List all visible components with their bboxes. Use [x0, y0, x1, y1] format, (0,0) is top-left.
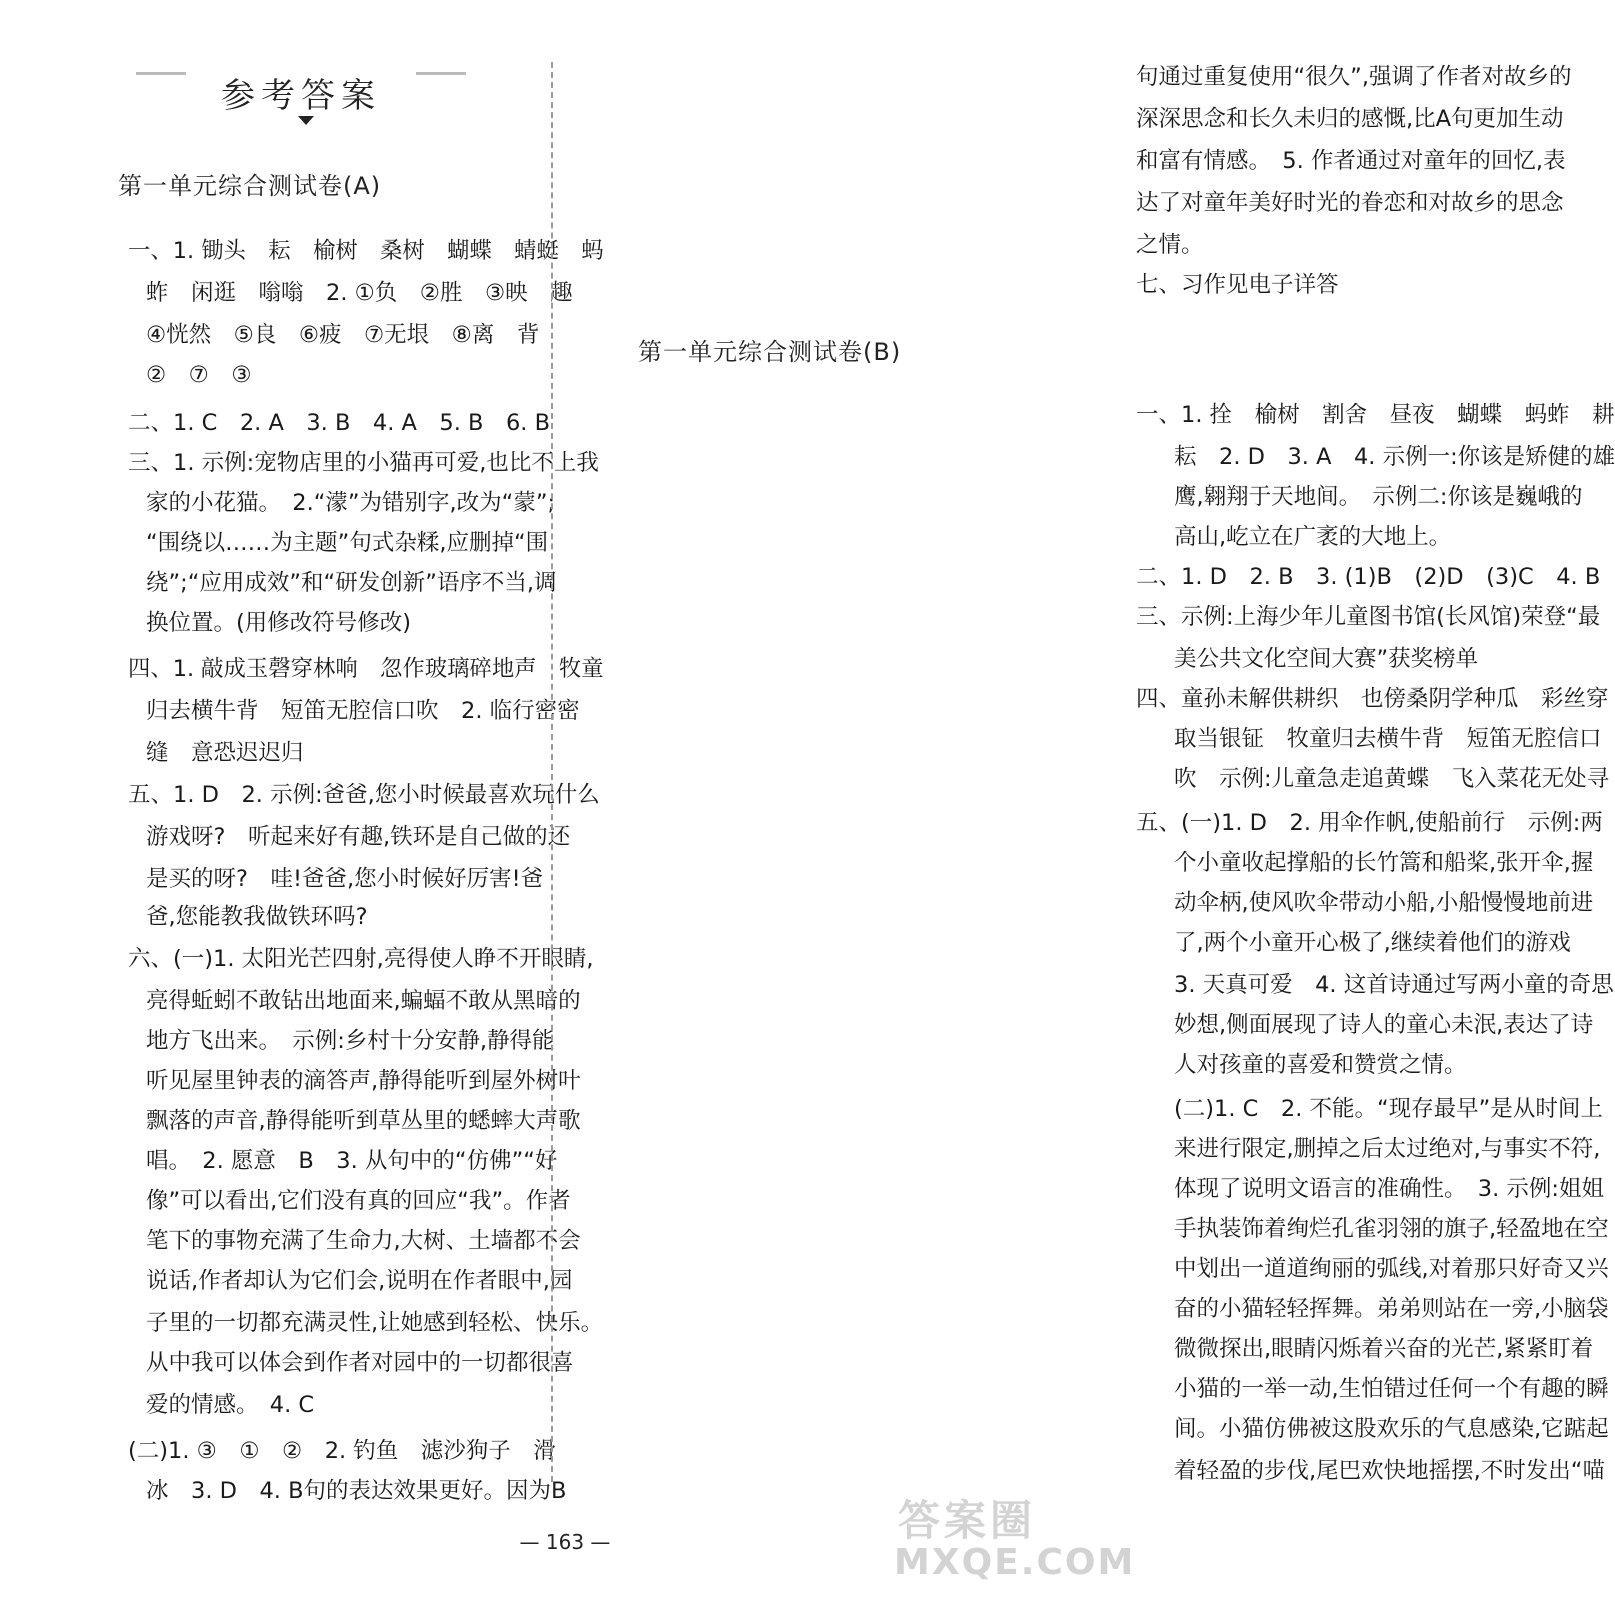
answer-line: 六、(一)1. 太阳光芒四射,亮得使人睁不开眼睛,: [128, 946, 594, 972]
answer-line: 手执装饰着绚烂孔雀羽翎的旗子,轻盈地在空: [1174, 1216, 1609, 1242]
answer-line: 微微探出,眼睛闪烁着兴奋的光芒,紧紧盯着: [1174, 1336, 1594, 1362]
answer-line: 三、示例:上海少年儿童图书馆(长风馆)荣登“最: [1136, 604, 1601, 630]
answer-line: 归去横牛背 短笛无腔信口吹 2. 临行密密: [146, 698, 580, 724]
answer-line: 飘落的声音,静得能听到草丛里的蟋蟀大声歌: [146, 1108, 581, 1134]
answer-line: 笔下的事物充满了生命力,大树、土墙都不会: [146, 1228, 581, 1254]
answer-line: 吹 示例:儿童急走追黄蝶 飞入菜花无处寻: [1174, 766, 1610, 792]
answer-line: 动伞柄,使风吹伞带动小船,小船慢慢地前进: [1174, 890, 1594, 916]
answer-line: 家的小花猫。 2.“濛”为错别字,改为“蒙”;: [146, 490, 556, 516]
answer-line: 之情。: [1136, 232, 1204, 258]
answer-line: 地方飞出来。 示例:乡村十分安静,静得能: [146, 1028, 555, 1054]
answer-line: 美公共文化空间大赛”获奖榜单: [1174, 646, 1479, 672]
section-title-b: 第一单元综合测试卷(B): [638, 338, 902, 366]
answer-line: 个小童收起撑船的长竹篙和船桨,张开伞,握: [1174, 850, 1594, 876]
watermark-text: 答案圈: [898, 1496, 1037, 1545]
answer-line: 蚱 闲逛 嗡嗡 2. ①负 ②胜 ③映 趣: [146, 280, 573, 306]
answer-line: 体现了说明文语言的准确性。 3. 示例:姐姐: [1174, 1176, 1604, 1202]
answer-line: 中划出一道道绚丽的弧线,对着那只好奇又兴: [1174, 1256, 1609, 1282]
answer-line: 来进行限定,删掉之后太过绝对,与事实不符,: [1174, 1136, 1601, 1162]
answer-line: 爱的情感。 4. C: [146, 1392, 315, 1418]
answer-line: 七、习作见电子详答: [1136, 272, 1339, 298]
answer-line: 人对孩童的喜爱和赞赏之情。: [1174, 1052, 1467, 1078]
answer-line: 一、1. 拴 榆树 割舍 昼夜 蝴蝶 蚂蚱 耕: [1136, 402, 1615, 428]
answer-line: 五、(一)1. D 2. 用伞作帆,使船前行 示例:两: [1136, 810, 1603, 836]
answer-line: (二)1. C 2. 不能。“现存最早”是从时间上: [1174, 1096, 1603, 1122]
answer-line: 二、1. C 2. A 3. B 4. A 5. B 6. B: [128, 410, 551, 436]
answer-line: 换位置。(用修改符号修改): [146, 610, 412, 636]
section-title-a: 第一单元综合测试卷(A): [118, 172, 382, 200]
answer-line: 句通过重复使用“很久”,强调了作者对故乡的: [1136, 64, 1572, 90]
answer-line: 子里的一切都充满灵性,让她感到轻松、快乐。: [146, 1310, 604, 1336]
answer-line: 深深思念和长久未归的感慨,比A句更加生动: [1136, 106, 1564, 132]
answer-line: 取当银钲 牧童归去横牛背 短笛无腔信口: [1174, 726, 1602, 752]
watermark-url: MXQE.COM: [894, 1542, 1136, 1583]
triangle-down-icon: [298, 116, 314, 125]
answer-line: 亮得蚯蚓不敢钻出地面来,蝙蝠不敢从黑暗的: [146, 988, 581, 1014]
answer-line: 和富有情感。 5. 作者通过对童年的回忆,表: [1136, 148, 1566, 174]
page-number: — 163 —: [519, 1530, 611, 1554]
page-title: 参考答案: [221, 76, 381, 116]
answer-line: 三、1. 示例:宠物店里的小猫再可爱,也比不上我: [128, 450, 599, 476]
answer-line: 冰 3. D 4. B句的表达效果更好。因为B: [146, 1478, 567, 1504]
answer-line: 妙想,侧面展现了诗人的童心未泯,表达了诗: [1174, 1012, 1594, 1038]
answer-line: 耘 2. D 3. A 4. 示例一:你该是矫健的雄: [1174, 444, 1615, 470]
answer-line: 四、1. 敲成玉磬穿林响 忽作玻璃碎地声 牧童: [128, 656, 604, 682]
answer-line: 着轻盈的步伐,尾巴欢快地摇摆,不时发出“喵: [1174, 1458, 1605, 1484]
answer-line: 间。小猫仿佛被这股欢乐的气息感染,它踮起: [1174, 1416, 1609, 1442]
answer-line: 说话,作者却认为它们会,说明在作者眼中,园: [146, 1268, 573, 1294]
answer-line: 缝 意恐迟迟归: [146, 740, 304, 766]
column-divider: [551, 62, 553, 1482]
answer-line: 高山,屹立在广袤的大地上。: [1174, 524, 1452, 550]
answer-line: 奋的小猫轻轻挥舞。弟弟则站在一旁,小脑袋: [1174, 1296, 1609, 1322]
watermark-logo: [888, 1488, 1136, 1590]
answer-line: 二、1. D 2. B 3. (1)B (2)D (3)C 4. B: [1136, 564, 1601, 590]
answer-line: 五、1. D 2. 示例:爸爸,您小时候最喜欢玩什么: [128, 782, 600, 808]
answer-line: 了,两个小童开心极了,继续着他们的游戏: [1174, 930, 1571, 956]
answer-line: “围绕以……为主题”句式杂糅,应删掉“围: [146, 530, 549, 556]
answer-line: 鹰,翱翔于天地间。 示例二:你该是巍峨的: [1174, 484, 1583, 510]
header-banner: [136, 62, 466, 132]
answer-line: 一、1. 锄头 耘 榆树 桑树 蝴蝶 蜻蜓 蚂: [128, 238, 604, 264]
answer-line: 四、童孙未解供耕织 也傍桑阴学种瓜 彩丝穿: [1136, 686, 1609, 712]
answer-line: 爸,您能教我做铁环吗?: [146, 904, 368, 930]
answer-line: 3. 天真可爱 4. 这首诗通过写两小童的奇思: [1174, 972, 1614, 998]
answer-line: 小猫的一举一动,生怕错过任何一个有趣的瞬: [1174, 1376, 1609, 1402]
answer-line: 听见屋里钟表的滴答声,静得能听到屋外树叶: [146, 1068, 581, 1094]
answer-line: 像”可以看出,它们没有真的回应“我”。作者: [146, 1188, 571, 1214]
answer-line: 达了对童年美好时光的眷恋和对故乡的思念: [1136, 190, 1564, 216]
answer-line: (二)1. ③ ① ② 2. 钓鱼 滤沙狗子 滑: [128, 1438, 556, 1464]
answer-line: 绕”;“应用成效”和“研发创新”语序不当,调: [146, 570, 557, 596]
answer-line: ④恍然 ⑤良 ⑥疲 ⑦无垠 ⑧离 背: [146, 322, 540, 348]
answer-line: ② ⑦ ③: [146, 362, 252, 388]
answer-line: 游戏呀? 听起来好有趣,铁环是自己做的还: [146, 824, 571, 850]
answer-line: 是买的呀? 哇!爸爸,您小时候好厉害!爸: [146, 866, 544, 892]
answer-line: 从中我可以体会到作者对园中的一切都很喜: [146, 1350, 574, 1376]
answer-line: 唱。 2. 愿意 B 3. 从句中的“仿佛”“好: [146, 1148, 558, 1174]
